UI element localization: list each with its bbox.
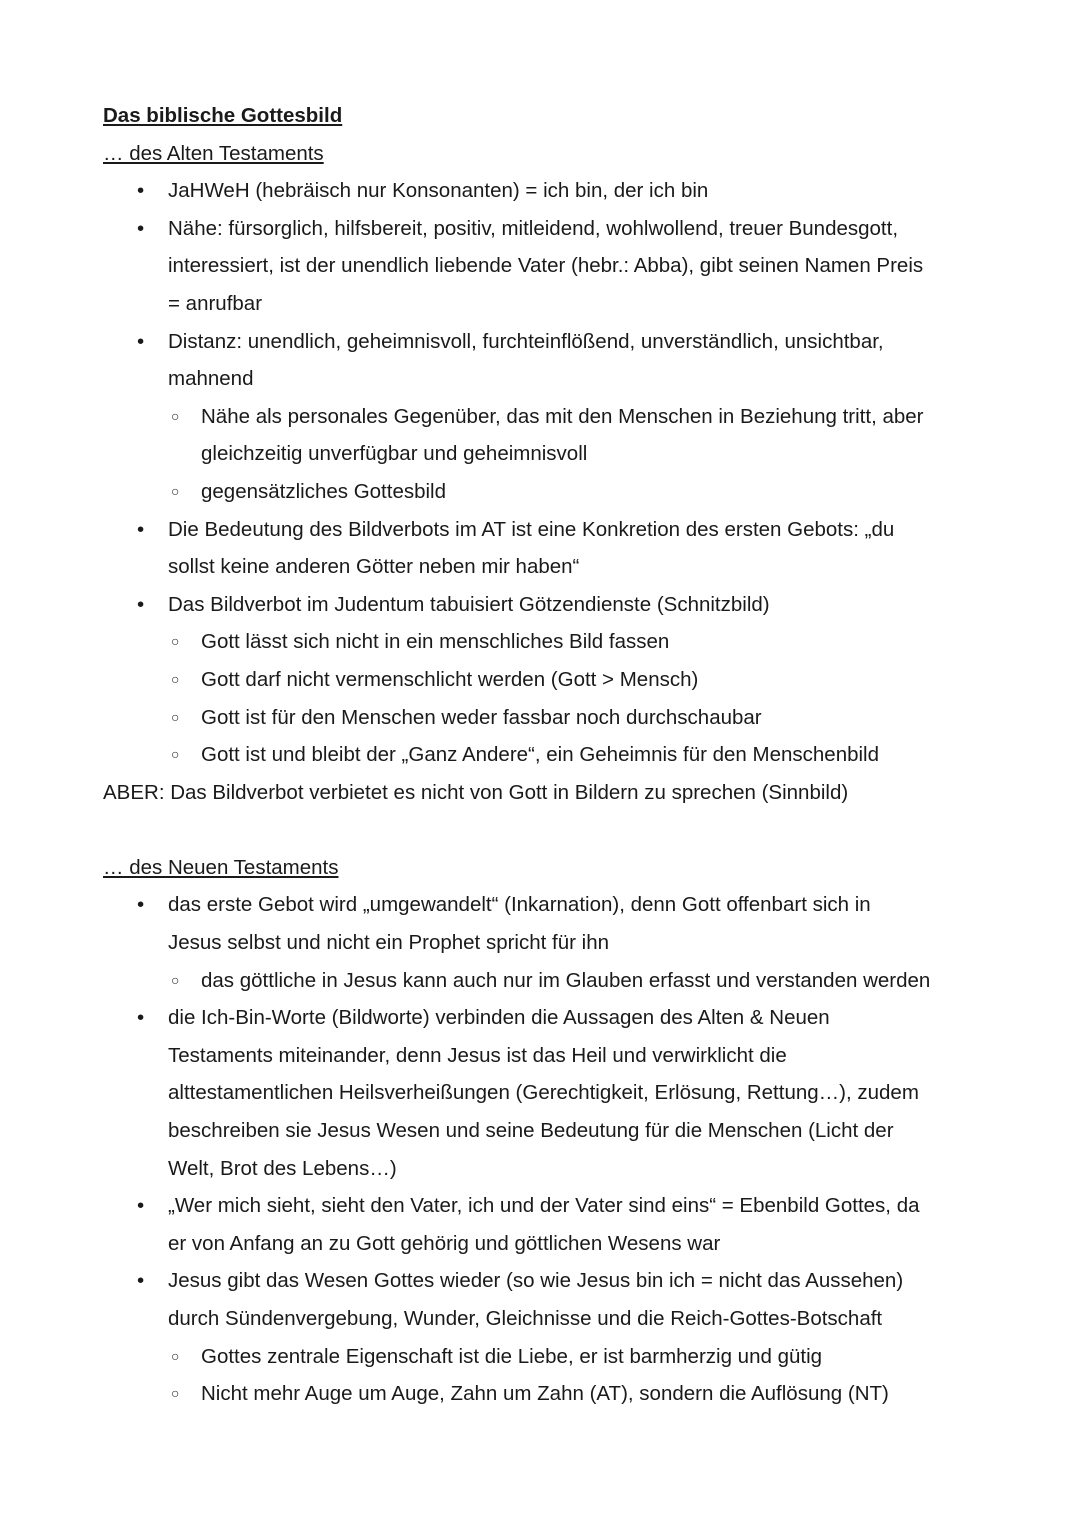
text-line: Jesus selbst und nicht ein Prophet spricht für ihn: [168, 931, 609, 955]
sub-list-item: [103, 623, 1003, 661]
text-line: • das erste Gebot wird „umgewandelt“ (Inkarnation), denn Gott offenbart sich in: [168, 893, 871, 917]
text-line: er von Anfang an zu Gott gehörig und göttlichen Wesens war: [168, 1231, 721, 1255]
blank-line: [103, 811, 1003, 849]
text-line: interessiert, ist der unendlich liebende Vater (hebr.: Abba), gibt seinen Namen Preis: [168, 254, 924, 278]
sub-list-wesen-gottes: [103, 1338, 1003, 1413]
text-line: mahnend: [168, 367, 254, 391]
text-line: ○ Gott ist für den Menschen weder fassbar noch durchschaubar: [201, 705, 762, 729]
list-item: [103, 999, 1003, 1187]
text-line: • JaHWeH (hebräisch nur Konsonanten) = ich bin, der ich bin: [168, 179, 709, 203]
text-line: ○ gegensätzliches Gottesbild: [201, 479, 447, 503]
text-line: • Die Bedeutung des Bildverbots im AT ist eine Konkretion des ersten Gebots: „du: [168, 517, 895, 541]
document-title: Das biblische Gottesbild: [103, 104, 343, 127]
list-item: [103, 586, 1003, 624]
text-line: = anrufbar: [168, 291, 263, 315]
sub-list-bildverbot: [103, 623, 1003, 773]
text-line: beschreiben sie Jesus Wesen und seine Bedeutung für die Menschen (Licht der: [168, 1119, 894, 1143]
list-item: [103, 886, 1003, 961]
text-line: ○ Gott lässt sich nicht in ein menschliches Bild fassen: [201, 630, 670, 654]
text-line: ○ Gottes zentrale Eigenschaft ist die Liebe, er ist barmherzig und gütig: [201, 1344, 823, 1368]
sub-list-item: [103, 661, 1003, 699]
sub-list-item: [103, 1375, 1003, 1413]
text-line: • Jesus gibt das Wesen Gottes wieder (so wie Jesus bin ich = nicht das Aussehen): [168, 1269, 904, 1293]
text-line: alttestamentlichen Heilsverheißungen (Gerechtigkeit, Erlösung, Rettung…), zudem: [168, 1081, 919, 1105]
text-line: ○ Nicht mehr Auge um Auge, Zahn um Zahn (AT), sondern die Auflösung (NT): [201, 1382, 889, 1406]
sub-list-distanz: [103, 398, 1003, 511]
bullet-list-new-testament-1: [103, 886, 1003, 961]
list-item: [103, 323, 1003, 398]
sub-list-item: [103, 736, 1003, 774]
text-line: Testaments miteinander, denn Jesus ist das Heil und verwirklicht die: [168, 1043, 787, 1067]
text-line: • Das Bildverbot im Judentum tabuisiert Götzendienste (Schnitzbild): [168, 592, 770, 616]
text-line: ○ Nähe als personales Gegenüber, das mit den Menschen in Beziehung tritt, aber: [201, 404, 924, 428]
text-line: • Distanz: unendlich, geheimnisvoll, furchteinflößend, unverständlich, unsichtbar,: [168, 329, 884, 353]
section-heading-old-testament: … des Alten Testaments: [103, 141, 324, 165]
bullet-list-old-testament: [103, 172, 1003, 398]
text-line: • „Wer mich sieht, sieht den Vater, ich und der Vater sind eins“ = Ebenbild Gottes, da: [168, 1194, 920, 1218]
list-item: [103, 1262, 1003, 1337]
list-item: [103, 511, 1003, 586]
text-line: • Nähe: fürsorglich, hilfsbereit, positiv, mitleidend, wohlwollend, treuer Bundesgott,: [168, 216, 899, 240]
document-page: [103, 97, 1003, 1413]
text-line: ○ das göttliche in Jesus kann auch nur im Glauben erfasst und verstanden werden: [201, 968, 931, 992]
sub-list-item: [103, 398, 1003, 473]
text-line: gleichzeitig unverfügbar und geheimnisvoll: [201, 442, 588, 466]
aber-paragraph: ABER: Das Bildverbot verbietet es nicht von Gott in Bildern zu sprechen (Sinnbild): [103, 780, 849, 804]
list-item: [103, 210, 1003, 323]
text-line: ○ Gott ist und bleibt der „Ganz Andere“, ein Geheimnis für den Menschenbild: [201, 743, 880, 767]
text-line: sollst keine anderen Götter neben mir haben“: [168, 555, 580, 579]
text-line: Welt, Brot des Lebens…): [168, 1156, 397, 1180]
sub-list-inkarnation: [103, 962, 1003, 1000]
text-line: ○ Gott darf nicht vermenschlicht werden (Gott > Mensch): [201, 667, 699, 691]
text-line: durch Sündenvergebung, Wunder, Gleichnisse und die Reich-Gottes-Botschaft: [168, 1307, 883, 1330]
list-item: [103, 172, 1003, 210]
text-line: • die Ich-Bin-Worte (Bildworte) verbinden die Aussagen des Alten & Neuen: [168, 1006, 830, 1030]
sub-list-item: [103, 699, 1003, 737]
list-item: [103, 1187, 1003, 1262]
bullet-list-bildverbot: [103, 511, 1003, 624]
sub-list-item: [103, 1338, 1003, 1376]
section-heading-new-testament: … des Neuen Testaments: [103, 855, 339, 879]
sub-list-item: [103, 473, 1003, 511]
sub-list-item: [103, 962, 1003, 1000]
bullet-list-new-testament-2: [103, 999, 1003, 1337]
